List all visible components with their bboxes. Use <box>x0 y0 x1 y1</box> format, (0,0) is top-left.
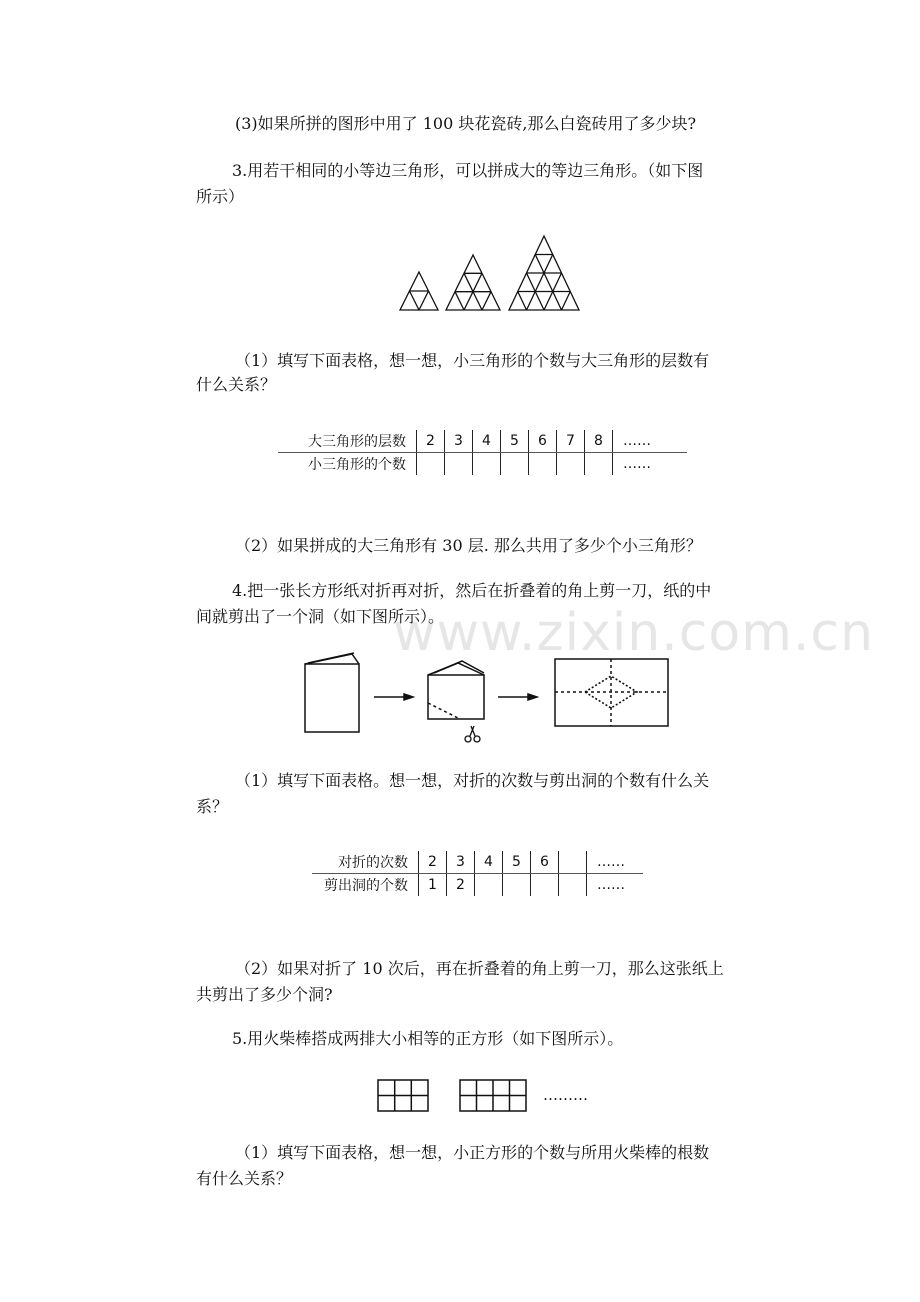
paper-folding-figure <box>300 648 675 748</box>
arrow-icon <box>498 694 537 700</box>
table-cell <box>445 453 473 476</box>
folded-twice-paper-icon <box>428 661 484 719</box>
table-cell: 8 <box>585 430 613 453</box>
q4-part2-line2: 共剪出了多少个洞? <box>196 985 333 1004</box>
table-cell: 2 <box>447 874 475 897</box>
table-ellipsis: …… <box>587 874 644 897</box>
q4-text-line1: 4.把一张长方形纸对折再对折，然后在折叠着的角上剪一刀，纸的中 <box>232 581 712 600</box>
matchstick-squares-figure <box>376 1078 531 1114</box>
q4-part1-line1: （1）填写下面表格。想一想，对折的次数与剪出洞的个数有什么关 <box>235 771 710 790</box>
q3-table <box>278 430 687 475</box>
table-ellipsis: …… <box>613 453 688 476</box>
watermark-text: www.zixin.com.cn <box>393 603 874 663</box>
table-cell <box>529 453 557 476</box>
row-header: 剪出洞的个数 <box>324 878 408 894</box>
q3-part2-text: （2）如果拼成的大三角形有 30 层. 那么共用了多少个小三角形？ <box>235 536 702 555</box>
q5-part1-line1: （1）填写下面表格，想一想，小正方形的个数与所用火柴棒的根数 <box>235 1143 710 1162</box>
q2-part3-text: (3)如果所拼的图形中用了 100 块花瓷砖,那么白瓷砖用了多少块? <box>235 114 697 133</box>
table-cell <box>501 453 529 476</box>
triangle-2-layers <box>400 272 438 310</box>
table-cell: 3 <box>445 430 473 453</box>
table-cell <box>559 874 587 897</box>
squares-3x2 <box>378 1080 428 1111</box>
arrow-icon <box>374 694 413 700</box>
table-cell: 4 <box>473 430 501 453</box>
table-row <box>312 874 643 897</box>
table-row <box>278 430 687 453</box>
table-cell <box>559 851 587 874</box>
q5-part1-line2: 有什么关系？ <box>196 1169 293 1188</box>
q4-part2-line1: （2）如果对折了 10 次后，再在折叠着的角上剪一刀，那么这张纸上 <box>235 959 724 978</box>
table-row <box>278 453 687 476</box>
table-cell: 2 <box>419 851 447 874</box>
q3-part1-line2: 什么关系？ <box>196 375 277 394</box>
folded-paper-icon <box>305 653 359 732</box>
q3-part1-line1: （1）填写下面表格，想一想，小三角形的个数与大三角形的层数有 <box>235 351 710 370</box>
figure-continuation-dots: ……… <box>543 1086 588 1104</box>
triangle-4-layers <box>509 236 579 310</box>
table-cell <box>585 453 613 476</box>
table-cell: 5 <box>503 851 531 874</box>
q4-part1-line2: 系？ <box>196 797 229 816</box>
table-cell: 6 <box>531 851 559 874</box>
q3-text-line1: 3.用若干相同的小等边三角形，可以拼成大的等边三角形。（如下图 <box>232 161 704 180</box>
table-cell: 6 <box>529 430 557 453</box>
triangle-3-layers <box>446 255 500 310</box>
table-ellipsis: …… <box>613 430 688 453</box>
row-header: 对折的次数 <box>312 851 419 874</box>
q3-text-line2: 所示） <box>196 187 245 206</box>
table-row <box>312 851 643 874</box>
row-header: 大三角形的层数 <box>278 430 417 453</box>
squares-4x2 <box>460 1080 526 1111</box>
table-cell: 2 <box>417 430 445 453</box>
q4-text-line2: 间就剪出了一个洞（如下图所示）。 <box>196 607 445 626</box>
scissors-icon <box>465 726 480 742</box>
unfolded-paper-icon <box>555 659 668 726</box>
table-cell: 1 <box>419 874 447 897</box>
q4-table <box>312 851 643 896</box>
table-cell <box>531 874 559 897</box>
table-cell <box>417 453 445 476</box>
row-header: 小三角形的个数 <box>308 457 406 473</box>
table-cell <box>503 874 531 897</box>
table-ellipsis: …… <box>587 851 644 874</box>
table-cell: 7 <box>557 430 585 453</box>
table-cell <box>557 453 585 476</box>
table-cell: 3 <box>447 851 475 874</box>
table-cell <box>473 453 501 476</box>
table-cell: 4 <box>475 851 503 874</box>
triangles-figure <box>398 234 583 314</box>
table-cell: 5 <box>501 430 529 453</box>
q5-text-line1: 5.用火柴棒搭成两排大小相等的正方形（如下图所示）。 <box>232 1029 624 1048</box>
table-cell <box>475 874 503 897</box>
